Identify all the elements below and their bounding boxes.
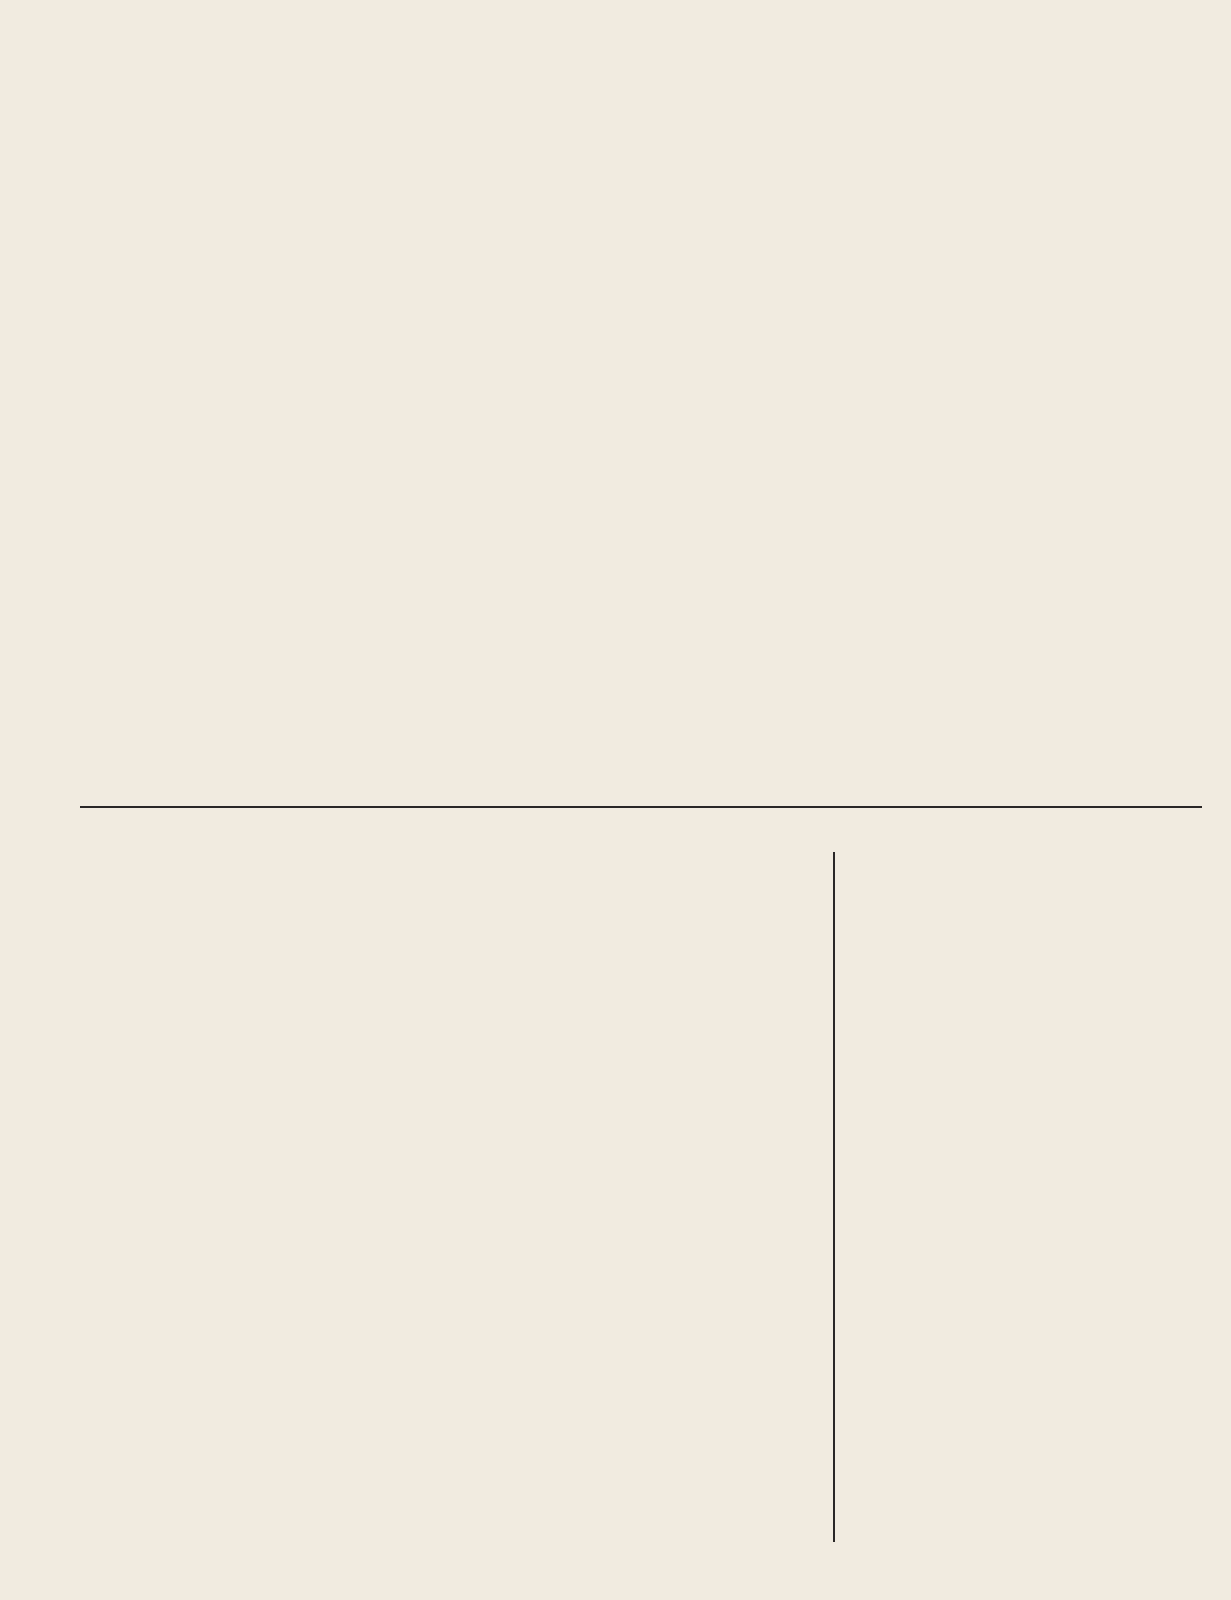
section-divider [80, 806, 1202, 808]
column-divider [833, 852, 835, 1542]
merchant-losses-text [848, 966, 1200, 968]
